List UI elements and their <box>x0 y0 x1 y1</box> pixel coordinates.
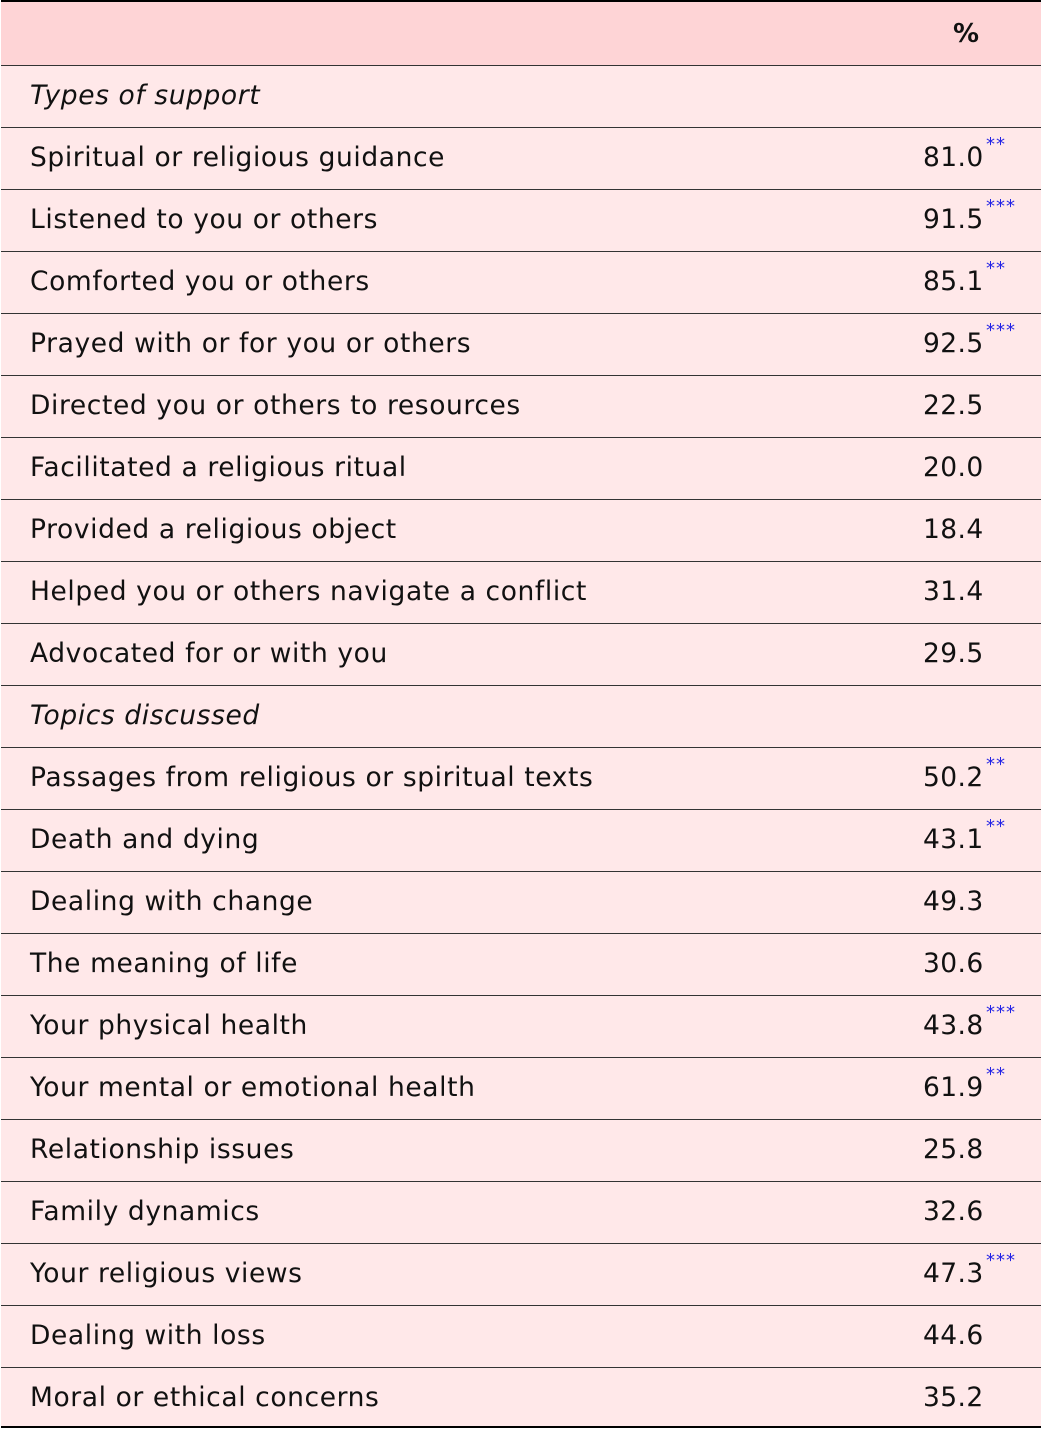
table-row <box>1 872 1041 934</box>
row-value <box>923 948 984 979</box>
table-row <box>1 1120 1041 1182</box>
percent-column-header: % <box>953 19 980 49</box>
row-label: Listened to you or others <box>30 204 379 235</box>
row-label: Family dynamics <box>30 1196 260 1227</box>
table-row <box>1 438 1041 500</box>
row-label: Prayed with or for you or others <box>30 328 472 359</box>
table-row <box>1 1244 1041 1306</box>
significance-marker: ** <box>986 754 1006 775</box>
row-value <box>923 1002 1016 1041</box>
row-label: Dealing with loss <box>30 1320 266 1351</box>
table-row <box>1 748 1041 810</box>
table-body <box>1 66 1041 1428</box>
significance-marker: *** <box>986 1250 1016 1271</box>
table-row <box>1 934 1041 996</box>
value-number: 35.2 <box>923 1382 984 1413</box>
value-number: 22.5 <box>923 390 984 421</box>
value-number: 49.3 <box>923 886 984 917</box>
row-value <box>923 514 984 545</box>
value-number: 47.3 <box>923 1258 984 1289</box>
table-row <box>1 996 1041 1058</box>
section-title: Topics discussed <box>30 700 260 731</box>
row-value <box>923 1320 984 1351</box>
row-value <box>923 886 984 917</box>
row-value <box>923 390 984 421</box>
value-number: 50.2 <box>923 762 984 793</box>
row-value <box>923 638 984 669</box>
value-number: 29.5 <box>923 638 984 669</box>
table-row <box>1 1182 1041 1244</box>
row-label: Facilitated a religious ritual <box>30 452 407 483</box>
row-value <box>923 320 1016 359</box>
row-label: The meaning of life <box>30 948 298 979</box>
section-row <box>1 66 1041 128</box>
table-row <box>1 810 1041 872</box>
significance-marker: ** <box>986 258 1006 279</box>
value-number: 18.4 <box>923 514 984 545</box>
table-row <box>1 190 1041 252</box>
significance-marker: *** <box>986 320 1016 341</box>
data-table <box>1 0 1041 1428</box>
row-value <box>923 816 1006 855</box>
value-number: 43.8 <box>923 1010 984 1041</box>
row-label: Your religious views <box>30 1258 303 1289</box>
value-number: 31.4 <box>923 576 984 607</box>
table-row <box>1 624 1041 686</box>
row-label: Dealing with change <box>30 886 314 917</box>
row-value <box>923 1064 1006 1103</box>
significance-marker: *** <box>986 196 1016 217</box>
row-value <box>923 754 1006 793</box>
table-header <box>1 2 1041 66</box>
value-number: 32.6 <box>923 1196 984 1227</box>
table-row <box>1 314 1041 376</box>
value-number: 43.1 <box>923 824 984 855</box>
row-value <box>923 134 1006 173</box>
row-value <box>923 1250 1016 1289</box>
row-label: Spiritual or religious guidance <box>30 142 446 173</box>
value-number: 85.1 <box>923 266 984 297</box>
row-value <box>923 1134 984 1165</box>
table-row <box>1 1058 1041 1120</box>
row-label: Provided a religious object <box>30 514 397 545</box>
row-label: Comforted you or others <box>30 266 370 297</box>
row-value <box>923 1382 984 1413</box>
section-row <box>1 686 1041 748</box>
significance-marker: ** <box>986 1064 1006 1085</box>
row-label: Passages from religious or spiritual texts <box>30 762 594 793</box>
row-value <box>923 452 984 483</box>
table-row <box>1 562 1041 624</box>
row-value <box>923 196 1016 235</box>
table-row <box>1 500 1041 562</box>
table-row <box>1 252 1041 314</box>
row-label: Moral or ethical concerns <box>30 1382 380 1413</box>
row-label: Advocated for or with you <box>30 638 388 669</box>
table-row <box>1 376 1041 438</box>
row-label: Relationship issues <box>30 1134 295 1165</box>
row-value <box>923 576 984 607</box>
significance-marker: *** <box>986 1002 1016 1023</box>
row-label: Death and dying <box>30 824 260 855</box>
table-row <box>1 128 1041 190</box>
value-number: 91.5 <box>923 204 984 235</box>
section-title: Types of support <box>30 80 261 111</box>
value-number: 25.8 <box>923 1134 984 1165</box>
value-number: 61.9 <box>923 1072 984 1103</box>
row-label: Your physical health <box>30 1010 308 1041</box>
table-row <box>1 1306 1041 1368</box>
row-value <box>923 1196 984 1227</box>
value-number: 92.5 <box>923 328 984 359</box>
row-label: Helped you or others navigate a conflict <box>30 576 587 607</box>
row-label: Directed you or others to resources <box>30 390 521 421</box>
table-row <box>1 1368 1041 1428</box>
value-number: 20.0 <box>923 452 984 483</box>
value-number: 44.6 <box>923 1320 984 1351</box>
row-value <box>923 258 1006 297</box>
value-number: 81.0 <box>923 142 984 173</box>
significance-marker: ** <box>986 134 1006 155</box>
significance-marker: ** <box>986 816 1006 837</box>
value-number: 30.6 <box>923 948 984 979</box>
row-label: Your mental or emotional health <box>30 1072 476 1103</box>
